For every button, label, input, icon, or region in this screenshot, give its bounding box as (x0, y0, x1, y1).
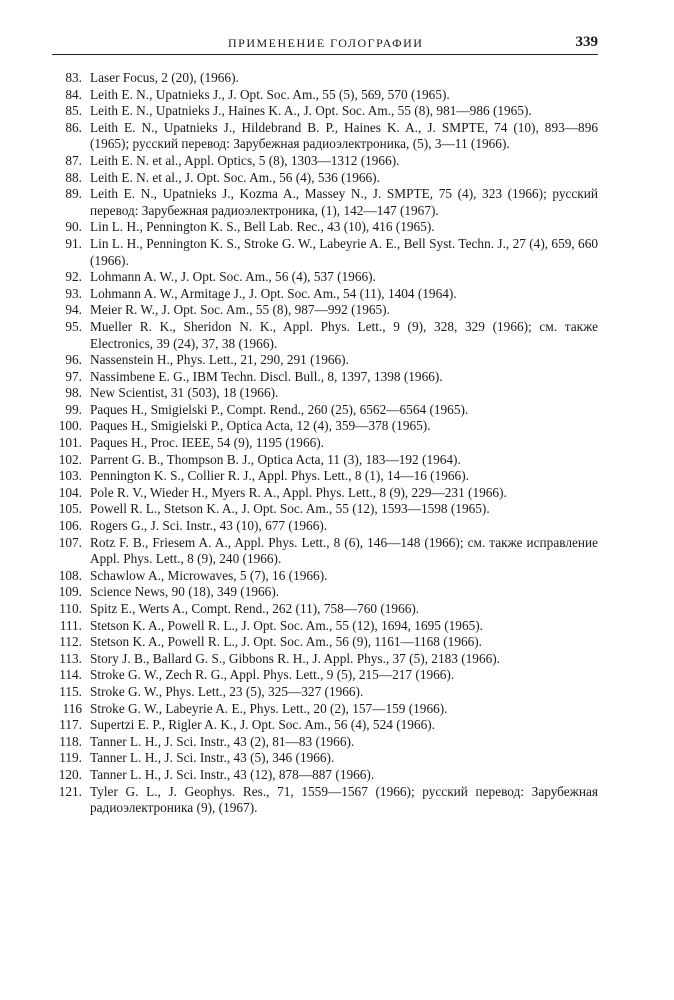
reference-text: Tanner L. H., J. Sci. Instr., 43 (12), 878—887 (1966). (90, 766, 375, 782)
reference-text: Schawlow A., Microwaves, 5 (7), 16 (1966). (90, 567, 328, 583)
reference-text: Nassimbene E. G., IBM Techn. Discl. Bull., 8, 1397, 1398 (1966). (90, 368, 443, 384)
reference-number: 93. (65, 285, 82, 301)
reference-number: 116 (62, 700, 82, 716)
reference-text: Stroke G. W., Phys. Lett., 23 (5), 325—327 (1966). (90, 683, 364, 699)
reference-number: 108. (58, 567, 82, 583)
reference-item (52, 236, 598, 269)
running-head: ПРИМЕНЕНИЕ ГОЛОГРАФИИ (228, 36, 424, 50)
reference-text: Paques H., Proc. IEEE, 54 (9), 1195 (1966). (90, 435, 325, 451)
reference-text: Spitz E., Werts A., Compt. Rend., 262 (11), 758—760 (1966). (90, 601, 420, 616)
reference-item (52, 601, 598, 618)
reference-text: Paques H., Smigielski P., Compt. Rend., 260 (25), 6562—6564 (1965). (90, 401, 469, 417)
reference-number: 118. (59, 733, 82, 749)
reference-item (52, 701, 598, 718)
reference-text: Parrent G. B., Thompson B. J., Optica Acta, 11 (3), 183—192 (1964). (90, 451, 461, 467)
reference-number: 98. (65, 385, 82, 401)
reference-item (52, 750, 598, 767)
reference-number: 102. (58, 451, 82, 467)
reference-item (52, 435, 598, 452)
reference-text: Leith E. N., Upatnieks J., Hildebrand B. P., Haines K. A., J. SMPTE, 74 (10), 893—896 (1965); русский перевод: Зарубежная радиоэлектроника, (5), 3—11 (1966). (90, 119, 598, 152)
reference-number: 103. (58, 468, 82, 484)
reference-text: Lohmann A. W., J. Opt. Soc. Am., 56 (4), 537 (1966). (90, 269, 376, 285)
reference-text: Tyler G. L., J. Geophys. Res., 71, 1559—1567 (1966); русский перевод: Зарубежная радиоэлектроника (9), (1967). (90, 783, 598, 816)
reference-text: Tanner L. H., J. Sci. Instr., 43 (2), 81—83 (1966). (90, 733, 355, 749)
reference-number: 90. (65, 219, 82, 235)
reference-item (52, 501, 598, 518)
reference-text: Leith E. N. et al., Appl. Optics, 5 (8), 1303—1312 (1966). (90, 152, 400, 168)
page-header (52, 34, 598, 55)
reference-number: 94. (65, 302, 82, 318)
reference-number: 109. (58, 584, 82, 600)
reference-text: Stroke G. W., Labeyrie A. E., Phys. Lett., 20 (2), 157—159 (1966). (90, 700, 448, 716)
reference-item (52, 667, 598, 684)
reference-item (52, 70, 598, 87)
reference-number: 88. (65, 169, 82, 185)
reference-text: Meier R. W., J. Opt. Soc. Am., 55 (8), 987—992 (1965). (90, 302, 390, 318)
reference-number: 89. (65, 186, 82, 202)
reference-item (52, 584, 598, 601)
reference-text: Tanner L. H., J. Sci. Instr., 43 (5), 346 (1966). (90, 750, 335, 766)
reference-item (52, 535, 598, 568)
reference-number: 86. (65, 119, 82, 135)
reference-text: Leith E. N. et al., J. Opt. Soc. Am., 56 (4), 536 (1966). (90, 169, 380, 185)
reference-number: 107. (58, 534, 82, 550)
reference-text: Leith E. N., Upatnieks J., Haines K. A., J. Opt. Soc. Am., 55 (8), 981—986 (1965). (90, 103, 532, 119)
reference-number: 117. (59, 717, 82, 733)
reference-number: 120. (58, 766, 82, 782)
reference-number: 121. (58, 783, 82, 799)
reference-number: 115. (59, 683, 82, 699)
reference-item (52, 103, 598, 120)
reference-item (52, 120, 598, 153)
reference-text: Story J. B., Ballard G. S., Gibbons R. H., J. Appl. Phys., 37 (5), 2183 (1966). (90, 650, 501, 666)
reference-number: 106. (58, 518, 82, 534)
reference-number: 111. (59, 617, 82, 633)
reference-item (52, 717, 598, 734)
reference-item (52, 767, 598, 784)
reference-item (52, 170, 598, 187)
reference-number: 97. (65, 368, 82, 384)
reference-number: 92. (65, 269, 82, 285)
reference-number: 87. (65, 152, 82, 168)
reference-number: 100. (58, 418, 82, 434)
reference-number: 95. (65, 318, 82, 334)
reference-item (52, 734, 598, 751)
reference-text: Lin L. H., Pennington K. S., Bell Lab. Rec., 43 (10), 416 (1965). (90, 219, 435, 235)
reference-item (52, 651, 598, 668)
reference-item (52, 684, 598, 701)
reference-text: Nassenstein H., Phys. Lett., 21, 290, 291 (1966). (90, 352, 349, 368)
reference-number: 91. (65, 235, 82, 251)
reference-text: Stetson K. A., Powell R. L., J. Opt. Soc. Am., 56 (9), 1161—1168 (1966). (90, 634, 483, 650)
reference-item (52, 468, 598, 485)
reference-text: Stroke G. W., Zech R. G., Appl. Phys. Lett., 9 (5), 215—217 (1966). (90, 667, 455, 683)
reference-item (52, 186, 598, 219)
reference-item (52, 784, 598, 817)
reference-number: 101. (58, 435, 82, 451)
reference-item (52, 269, 598, 286)
reference-item (52, 319, 598, 352)
reference-text: Pole R. V., Wieder H., Myers R. A., Appl. Phys. Lett., 8 (9), 229—231 (1966). (90, 484, 507, 500)
reference-number: 113. (59, 650, 82, 666)
reference-text: Paques H., Smigielski P., Optica Acta, 12 (4), 359—378 (1965). (90, 418, 431, 434)
reference-number: 83. (65, 70, 82, 85)
reference-text: Supertzi E. P., Rigler A. K., J. Opt. Soc. Am., 56 (4), 524 (1966). (90, 717, 435, 733)
reference-item (52, 402, 598, 419)
reference-number: 119. (59, 750, 82, 766)
reference-text: Laser Focus, 2 (20), (1966). (90, 70, 239, 85)
reference-number: 85. (65, 103, 82, 119)
reference-number: 104. (58, 484, 82, 500)
reference-number: 110. (59, 601, 82, 616)
reference-number: 96. (65, 352, 82, 368)
reference-item (52, 452, 598, 469)
reference-item (52, 634, 598, 651)
reference-item (52, 568, 598, 585)
reference-text: Leith E. N., Upatnieks J., J. Opt. Soc. Am., 55 (5), 569, 570 (1965). (90, 86, 450, 102)
reference-text: Leith E. N., Upatnieks J., Kozma A., Massey N., J. SMPTE, 75 (4), 323 (1966); русский перевод: Зарубежная радиоэлектроника, (1), 142—147 (1967). (90, 186, 598, 218)
reference-item (52, 618, 598, 635)
reference-item (52, 385, 598, 402)
reference-number: 99. (65, 401, 82, 417)
reference-number: 105. (58, 501, 82, 517)
reference-list (52, 70, 598, 817)
reference-number: 84. (65, 86, 82, 102)
reference-item (52, 286, 598, 303)
reference-item (52, 87, 598, 104)
reference-item (52, 352, 598, 369)
reference-item (52, 485, 598, 502)
reference-text: Rotz F. B., Friesem A. A., Appl. Phys. Lett., 8 (6), 146—148 (1966); см. также исправление Appl. Phys. Lett., 8 (9), 240 (1966). (90, 534, 598, 567)
reference-text: Powell R. L., Stetson K. A., J. Opt. Soc. Am., 55 (12), 1593—1598 (1965). (90, 501, 490, 517)
reference-item (52, 153, 598, 170)
reference-text: Mueller R. K., Sheridon N. K., Appl. Phys. Lett., 9 (9), 328, 329 (1966); см. также Electronics, 39 (24), 37, 38 (1966). (90, 318, 598, 351)
reference-text: Lohmann A. W., Armitage J., J. Opt. Soc. Am., 54 (11), 1404 (1964). (90, 285, 457, 301)
reference-number: 112. (59, 634, 82, 650)
reference-item (52, 418, 598, 435)
reference-text: Science News, 90 (18), 349 (1966). (90, 584, 280, 600)
reference-text: Stetson K. A., Powell R. L., J. Opt. Soc. Am., 55 (12), 1694, 1695 (1965). (90, 617, 483, 633)
reference-number: 114. (59, 667, 82, 683)
reference-item (52, 219, 598, 236)
reference-text: Lin L. H., Pennington K. S., Stroke G. W., Labeyrie A. E., Bell Syst. Techn. J., 27 (4), 659, 660 (1966). (90, 235, 598, 268)
reference-item (52, 302, 598, 319)
reference-text: New Scientist, 31 (503), 18 (1966). (90, 385, 279, 401)
reference-text: Pennington K. S., Collier R. J., Appl. Phys. Lett., 8 (1), 14—16 (1966). (90, 468, 469, 484)
reference-item (52, 369, 598, 386)
reference-text: Rogers G., J. Sci. Instr., 43 (10), 677 (1966). (90, 518, 328, 534)
reference-item (52, 518, 598, 535)
page-number: 339 (575, 34, 598, 50)
